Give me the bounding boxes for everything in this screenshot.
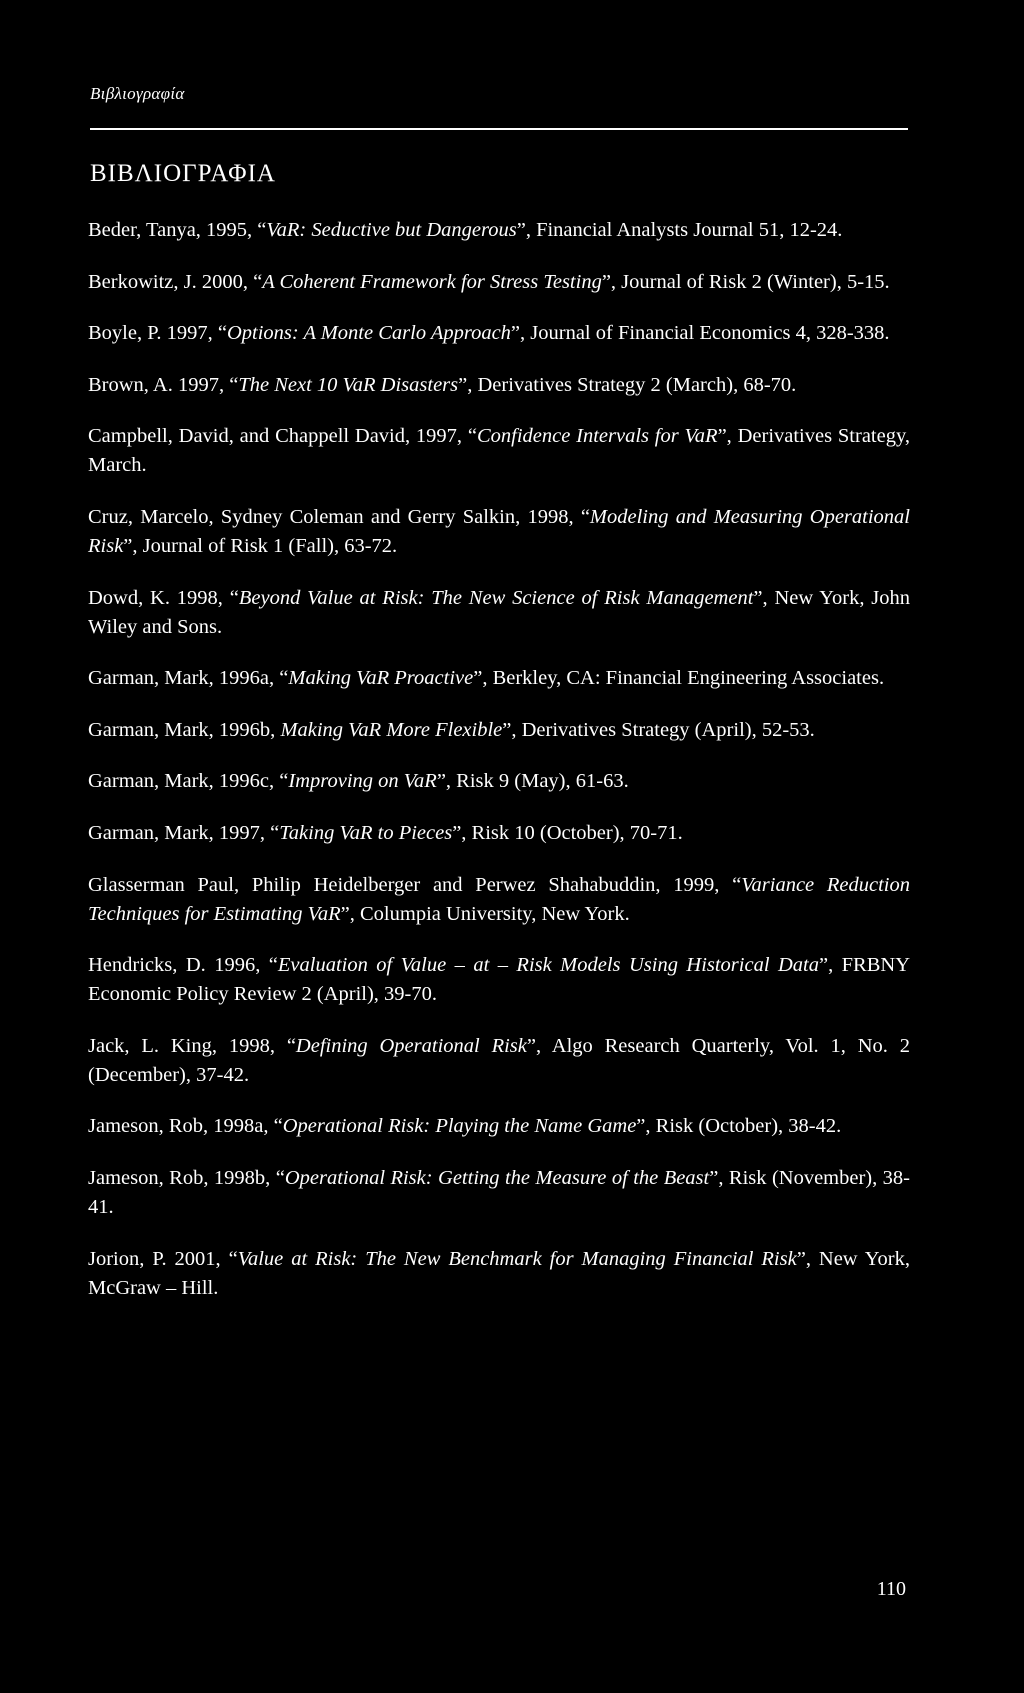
reference-entry [88, 1245, 910, 1303]
reference-source: ”, Journal of Risk 2 (Winter), 5-15. [601, 270, 890, 293]
reference-authors: Campbell, David, and Chappell David, 1997, “ [88, 425, 477, 448]
reference-entry [88, 716, 910, 745]
reference-title: Evaluation of Value – at – Risk Models Using Historical Data [277, 954, 819, 977]
reference-source: ”, New York, John Wiley and Sons. [88, 586, 910, 638]
reference-entry [88, 371, 910, 400]
reference-entry [88, 819, 910, 848]
reference-entry [88, 951, 910, 1009]
reference-source: ”, Risk (November), 38-41. [88, 1166, 911, 1218]
reference-source: ”, Columpia University, New York. [340, 902, 630, 925]
reference-source: ”, Derivatives Strategy (April), 52-53. [502, 718, 815, 741]
reference-title: Operational Risk: Playing the Name Game [282, 1115, 637, 1138]
reference-authors: Jorion, P. 2001, “ [88, 1247, 238, 1270]
bibliography-heading: ΒΙΒΛΙΟΓΡΑΦΙΑ [90, 160, 276, 187]
reference-list [88, 216, 910, 1325]
reference-title: A Coherent Framework for Stress Testing [262, 270, 602, 293]
reference-authors: Garman, Mark, 1997, “ [88, 821, 280, 844]
reference-authors: Jack, L. King, 1998, “ [88, 1034, 296, 1057]
reference-source: ”, Derivatives Strategy 2 (March), 68-70. [458, 373, 797, 396]
reference-source: ”, Derivatives Strategy, March. [88, 425, 910, 477]
reference-title: Modeling and Measuring Operational Risk [88, 505, 910, 557]
reference-authors: Hendricks, D. 1996, “ [88, 954, 278, 977]
reference-authors: Jameson, Rob, 1998b, “ [88, 1166, 285, 1189]
reference-entry [88, 422, 910, 480]
reference-authors: Cruz, Marcelo, Sydney Coleman and Gerry Salkin, 1998, “ [88, 505, 590, 528]
reference-title: Value at Risk: The New Benchmark for Managing Financial Risk [237, 1247, 797, 1270]
reference-source: ”, Journal of Financial Economics 4, 328-338. [510, 322, 890, 345]
reference-entry [88, 584, 910, 642]
reference-title: Options: A Monte Carlo Approach [226, 322, 511, 345]
reference-authors: Garman, Mark, 1996b, [88, 718, 281, 741]
reference-entry [88, 871, 910, 929]
reference-authors: Berkowitz, J. 2000, “ [88, 270, 263, 293]
reference-entry [88, 268, 910, 297]
reference-source: ”, Algo Research Quarterly, Vol. 1, No. 2 (December), 37-42. [88, 1034, 910, 1086]
reference-source: ”, New York, McGraw – Hill. [88, 1247, 911, 1299]
reference-source: ”, Financial Analysts Journal 51, 12-24. [516, 219, 843, 241]
reference-title: Making VaR More Flexible [280, 718, 503, 741]
reference-source: ”, Berkley, CA: Financial Engineering Associates. [473, 667, 885, 690]
reference-authors: Jameson, Rob, 1998a, “ [88, 1115, 283, 1138]
reference-title: Improving on VaR [288, 770, 437, 793]
reference-authors: Beder, Tanya, 1995, “ [88, 219, 267, 241]
reference-entry [88, 1112, 910, 1141]
reference-source: ”, Risk 9 (May), 61-63. [436, 770, 629, 793]
reference-authors: Boyle, P. 1997, “ [88, 322, 227, 345]
running-header: Βιβλιογραφία [90, 84, 185, 103]
reference-title: Making VaR Proactive [288, 667, 474, 690]
reference-entry [88, 664, 910, 693]
reference-title: Defining Operational Risk [295, 1034, 527, 1057]
reference-title: Confidence Intervals for VaR [476, 425, 718, 448]
reference-title: The Next 10 VaR Disasters [238, 373, 459, 396]
reference-entry [88, 503, 910, 561]
reference-authors: Garman, Mark, 1996a, “ [88, 667, 289, 690]
reference-title: Variance Reduction Techniques for Estimating VaR [88, 873, 910, 925]
reference-source: ”, Risk 10 (October), 70-71. [452, 821, 683, 844]
reference-authors: Brown, A. 1997, “ [88, 373, 239, 396]
reference-source: ”, FRBNY Economic Policy Review 2 (April), 39-70. [88, 954, 911, 1006]
reference-authors: Garman, Mark, 1996c, “ [88, 770, 289, 793]
reference-authors: Dowd, K. 1998, “ [88, 586, 239, 609]
reference-entry [88, 767, 910, 796]
page-number: 110 [876, 1578, 906, 1600]
reference-entry [88, 216, 910, 245]
reference-authors: Glasserman Paul, Philip Heidelberger and Perwez Shahabuddin, 1999, “ [88, 873, 742, 896]
reference-source: ”, Risk (October), 38-42. [636, 1115, 842, 1138]
reference-source: ”, Journal of Risk 1 (Fall), 63-72. [123, 534, 398, 557]
reference-entry [88, 1164, 910, 1222]
reference-title: VaR: Seductive but Dangerous [266, 219, 517, 241]
reference-title: Operational Risk: Getting the Measure of the Beast [284, 1166, 710, 1189]
header-divider [90, 128, 908, 130]
reference-title: Taking VaR to Pieces [279, 821, 453, 844]
reference-entry [88, 1032, 910, 1090]
reference-entry [88, 319, 910, 348]
reference-title: Beyond Value at Risk: The New Science of Risk Management [238, 586, 754, 609]
